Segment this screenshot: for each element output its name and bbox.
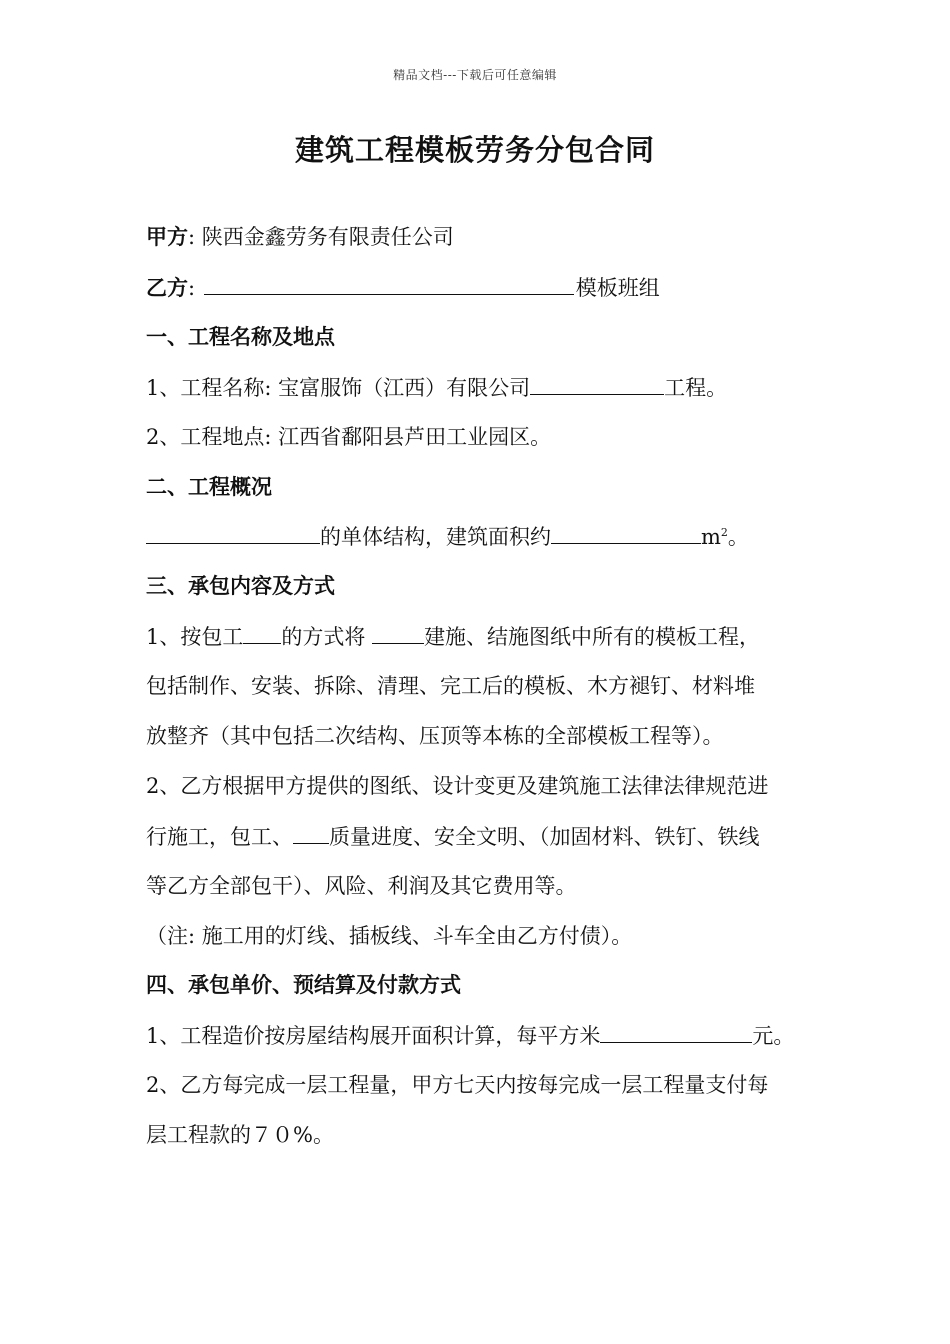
project-name-suffix: 工程。 — [664, 376, 728, 400]
building-blank[interactable] — [372, 621, 424, 644]
scope-blank[interactable] — [293, 821, 329, 844]
section-3-p2-line2 — [146, 821, 826, 852]
section-1-heading: 一、工程名称及地点 — [146, 324, 335, 349]
party-b-suffix: 模板班组 — [575, 276, 660, 300]
p2-text-b: 质量进度、安全文明、（加固材料、铁钉、铁线 — [329, 825, 760, 849]
section-3-p2-line3: 等乙方全部包干）、风险、利润及其它费用等。 — [146, 874, 577, 898]
unit-price-suffix: 元。 — [752, 1024, 795, 1048]
section-2-heading: 二、工程概况 — [146, 474, 272, 499]
p1-text-a: 1、按包工 — [146, 625, 244, 649]
party-a-label: 甲方 — [146, 224, 188, 249]
section-3-heading: 三、承包内容及方式 — [146, 573, 335, 598]
unit-price-blank[interactable] — [600, 1020, 752, 1043]
party-b-line — [146, 272, 826, 303]
section-1-item-1 — [146, 372, 826, 403]
party-a-separator: : — [188, 225, 202, 249]
p2-text-a: 行施工，包工、 — [146, 825, 293, 849]
section-3-p1-line2: 包括制作、安装、拆除、清理、完工后的模板、木方褪钉、材料堆 — [146, 674, 755, 698]
party-a-line — [146, 222, 826, 252]
section-3-p1-line1 — [146, 621, 826, 652]
section-3-note: （注: 施工用的灯线、插板线、斗车全由乙方付债）。 — [146, 924, 633, 948]
section-1-item-2: 2、工程地点: 江西省鄱阳县芦田工业园区。 — [146, 425, 552, 449]
section-3-p2-line1: 2、乙方根据甲方提供的图纸、设计变更及建筑施工法律法律规范进 — [146, 774, 769, 798]
party-a-value: 陕西金鑫劳务有限责任公司 — [201, 225, 454, 249]
overview-end: 。 — [727, 525, 749, 549]
p1-text-c: 建施、结施图纸中所有的模板工程， — [424, 625, 761, 649]
overview-mid-text: 的单体结构，建筑面积约 — [320, 525, 551, 549]
project-name-blank[interactable] — [530, 372, 664, 395]
party-b-separator: : — [188, 276, 202, 300]
area-unit-superscript: 2 — [720, 526, 728, 539]
section-2-overview — [146, 521, 826, 552]
structure-blank[interactable] — [146, 521, 320, 544]
area-blank[interactable] — [551, 521, 701, 544]
project-name-text: 1、工程名称: 宝富服饰（江西）有限公司 — [146, 376, 531, 400]
section-4-heading: 四、承包单价、预结算及付款方式 — [146, 972, 461, 997]
section-4-p1 — [146, 1020, 826, 1051]
document-title: 建筑工程模板劳务分包合同 — [294, 133, 655, 167]
area-unit: m — [701, 525, 721, 549]
section-4-p2-line1: 2、乙方每完成一层工程量，甲方七天内按每完成一层工程量支付每 — [146, 1073, 769, 1097]
party-b-label: 乙方 — [146, 275, 188, 300]
unit-price-text: 1、工程造价按房屋结构展开面积计算，每平方米 — [146, 1024, 601, 1048]
contract-type-blank[interactable] — [243, 621, 281, 644]
header-note: 精品文档---下载后可任意编辑 — [393, 68, 557, 82]
section-4-p2-line2: 层工程款的７０%。 — [146, 1123, 334, 1147]
p1-text-b: 的方式将 — [281, 625, 373, 649]
party-b-blank[interactable] — [204, 272, 574, 295]
section-3-p1-line3: 放整齐（其中包括二次结构、压顶等本栋的全部模板工程等）。 — [146, 724, 724, 748]
